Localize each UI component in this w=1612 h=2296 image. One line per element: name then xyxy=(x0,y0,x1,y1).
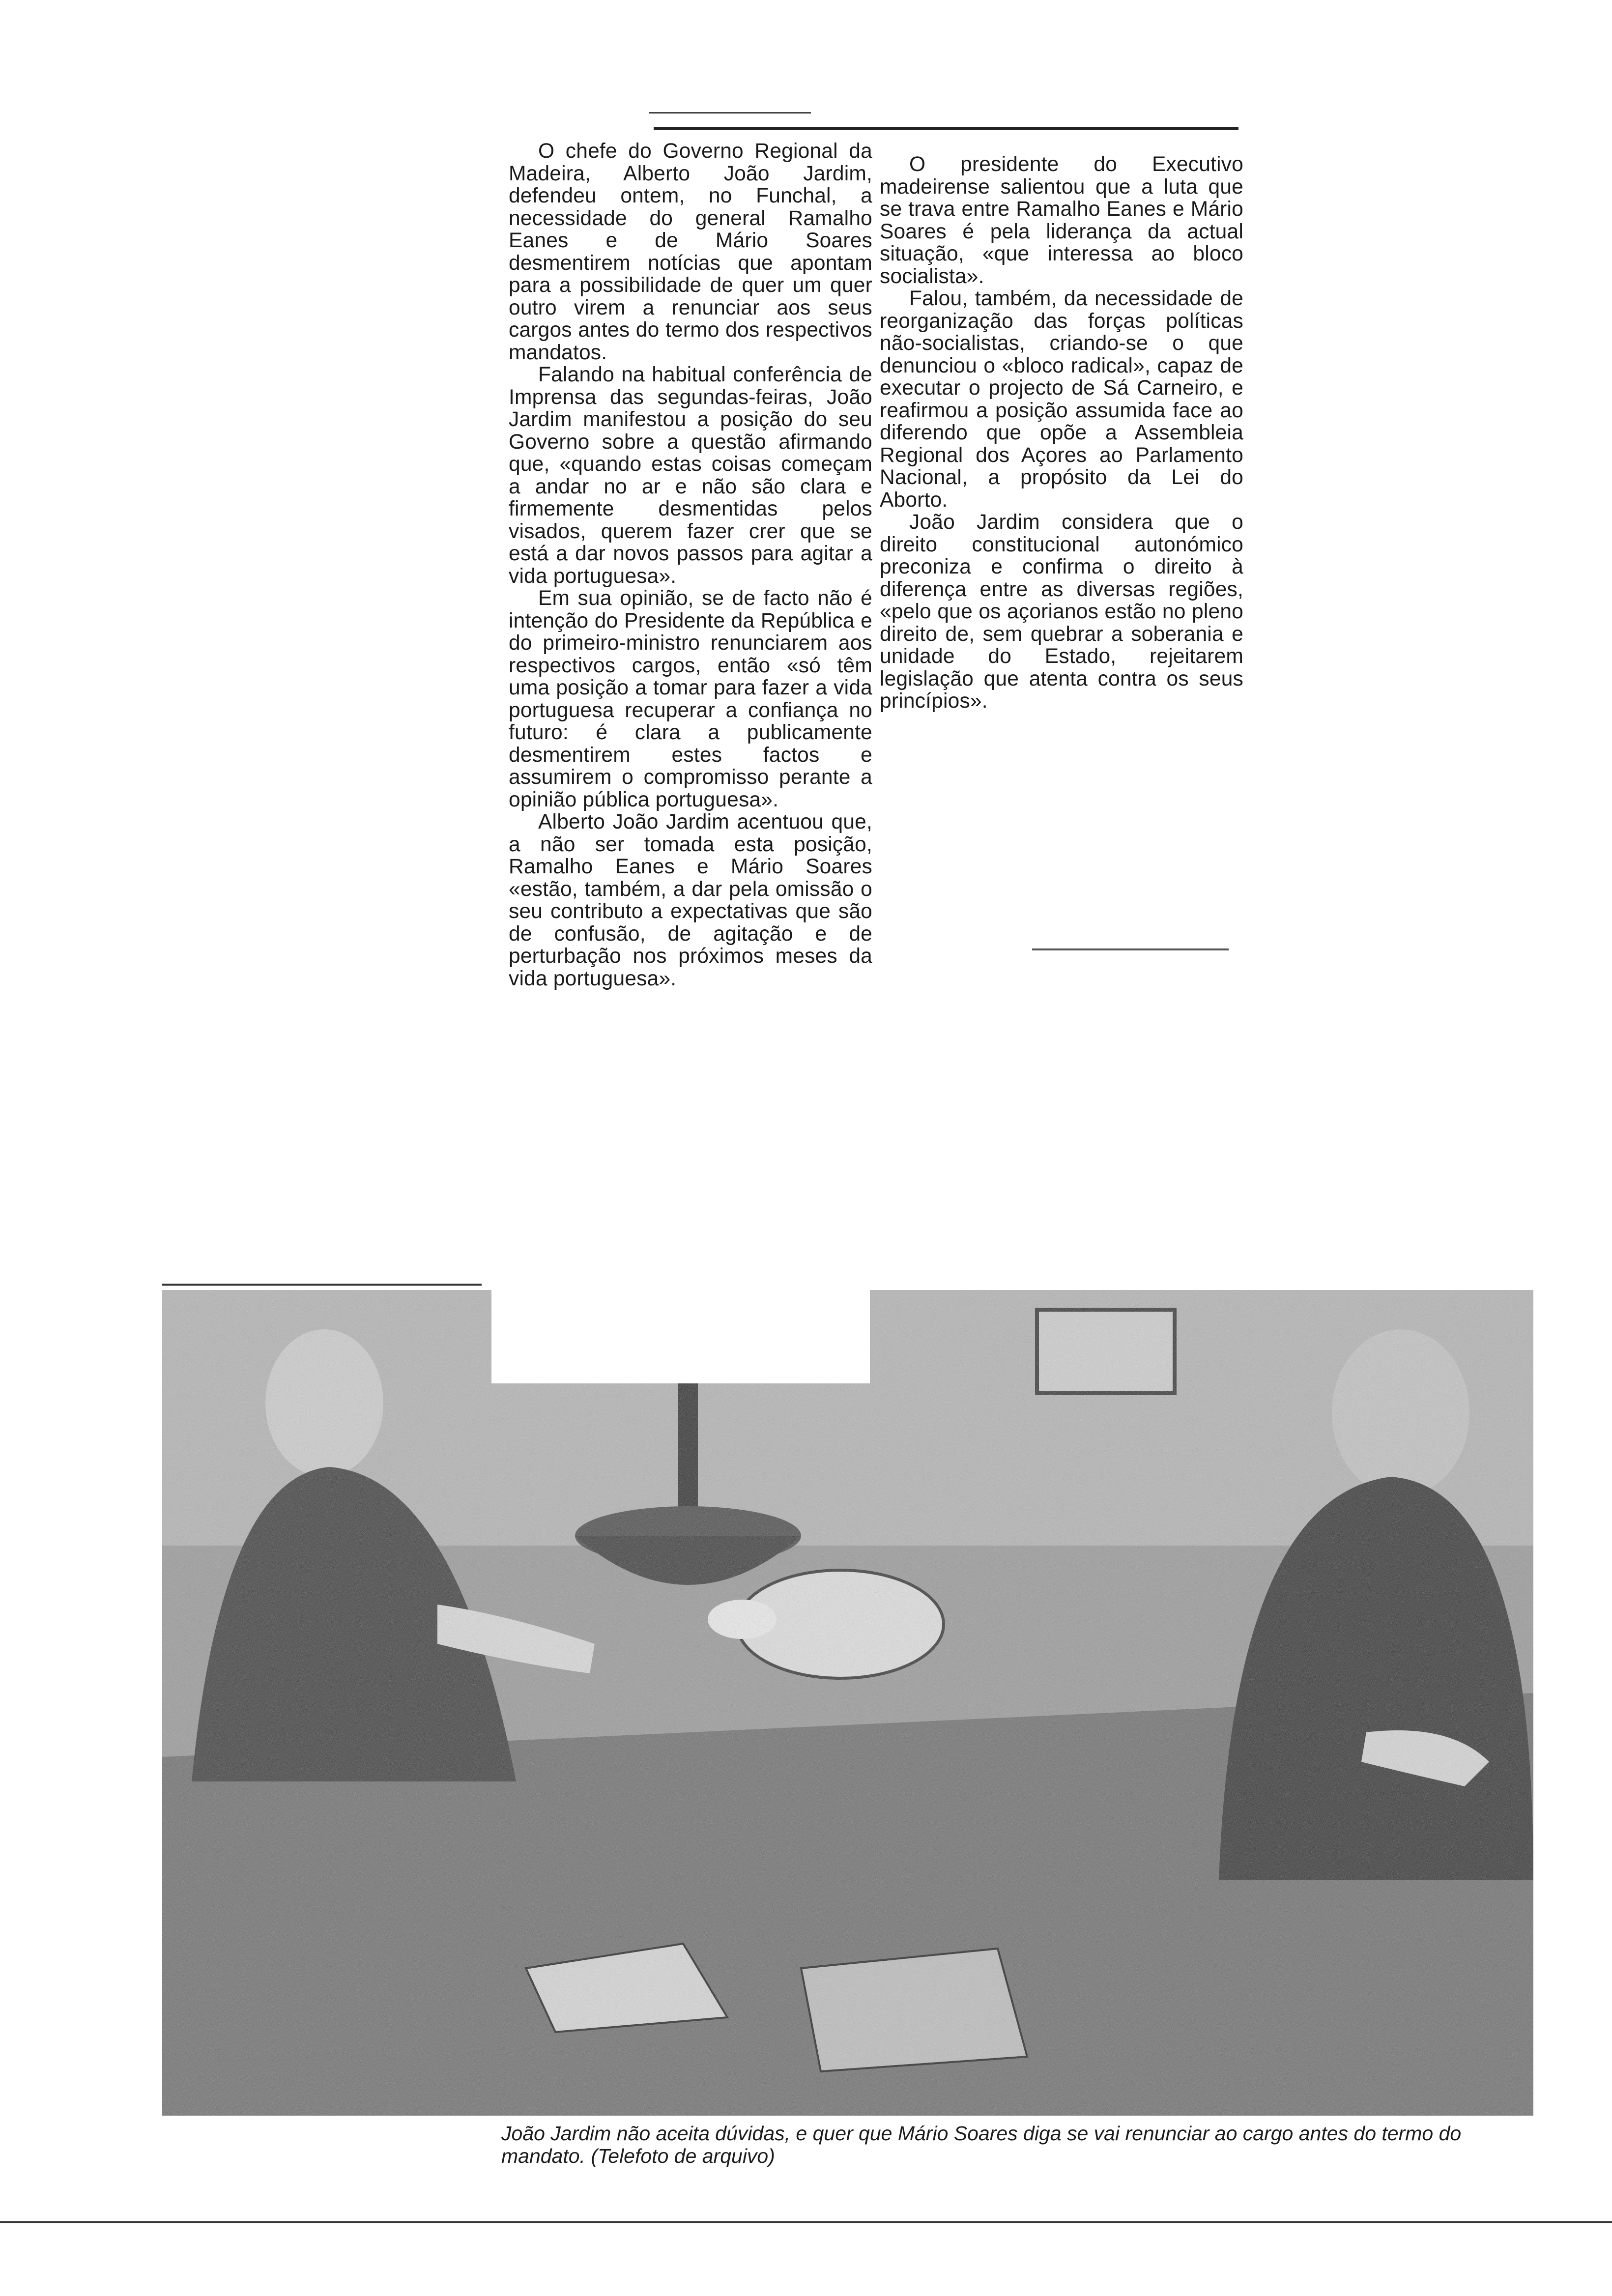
paragraph: Falando na habitual conferência de Imprensa das segundas-feiras, João Jardim manifestou a posição do seu Governo sobre a questão afirmando que, «quando estas coisas começam a andar no ar e não são clara e firmemente desmentidas pelos visados, querem fazer crer que se está a dar novos passos para agitar a vida portuguesa». xyxy=(509,363,872,588)
paragraph: Falou, também, da necessidade de reorganização das forças políticas não-socialistas, criando-se o que denunciou o «bloco radical», capaz de executar o projecto de Sá Carneiro, e reafirmou a posição assumida face ao diferendo que opõe a Assembleia Regional dos Açores ao Parlamento Nacional, a propósito da Lei do Aborto. xyxy=(880,287,1243,512)
paragraph: O presidente do Executivo madeirense salientou que a luta que se trava entre Ramalho Eanes e Mário Soares é pela liderança da actual situação, «que interessa ao bloco socialista». xyxy=(880,153,1243,288)
article-left-column xyxy=(509,140,872,1398)
top-rule xyxy=(654,127,1238,130)
photo-caption: João Jardim não aceita dúvidas, e quer que Mário Soares diga se vai renunciar ao cargo antes do termo do mandato. (Telefoto de arquivo) xyxy=(501,2122,1462,2167)
photo-top-rule xyxy=(162,1284,482,1286)
photo-illustration xyxy=(162,1290,1533,2116)
article-right-column xyxy=(880,153,1243,940)
paragraph: Em sua opinião, se de facto não é intenção do Presidente da República e do primeiro-ministro renunciarem aos respectivos cargos, então «só têm uma posição a tomar para fazer a vida portuguesa recuperar a confiança no futuro: é clara a publicamente desmentirem estes factos e assumirem o compromisso perante a opinião pública portuguesa». xyxy=(509,587,872,811)
article-end-rule xyxy=(1032,948,1229,950)
paragraph: Alberto João Jardim acentuou que, a não ser tomada esta posição, Ramalho Eanes e Mário Soares «estão, também, a dar pela omissão o seu contributo a expectativas que são de confusão, de agitação e de perturbação nos próximos meses da vida portuguesa». xyxy=(509,810,872,990)
top-rule-lead xyxy=(649,112,811,114)
paragraph: João Jardim considera que o direito constitucional autonómico preconiza e confirma o direito à diferença entre as diversas regiões, «pelo que os açorianos estão no pleno direito de, sem quebrar a soberania e unidade do Estado, rejeitarem legislação que atenta contra os seus princípios». xyxy=(880,511,1243,713)
bottom-rule xyxy=(0,2221,1612,2223)
news-photo xyxy=(162,1290,1533,2116)
paragraph: O chefe do Governo Regional da Madeira, Alberto João Jardim, defendeu ontem, no Funchal, a necessidade do general Ramalho Eanes e de Mário Soares desmentirem notícias que apontam para a possibilidade de quer um quer outro virem a renunciar aos seus cargos antes do termo dos respectivos mandatos. xyxy=(509,140,872,364)
